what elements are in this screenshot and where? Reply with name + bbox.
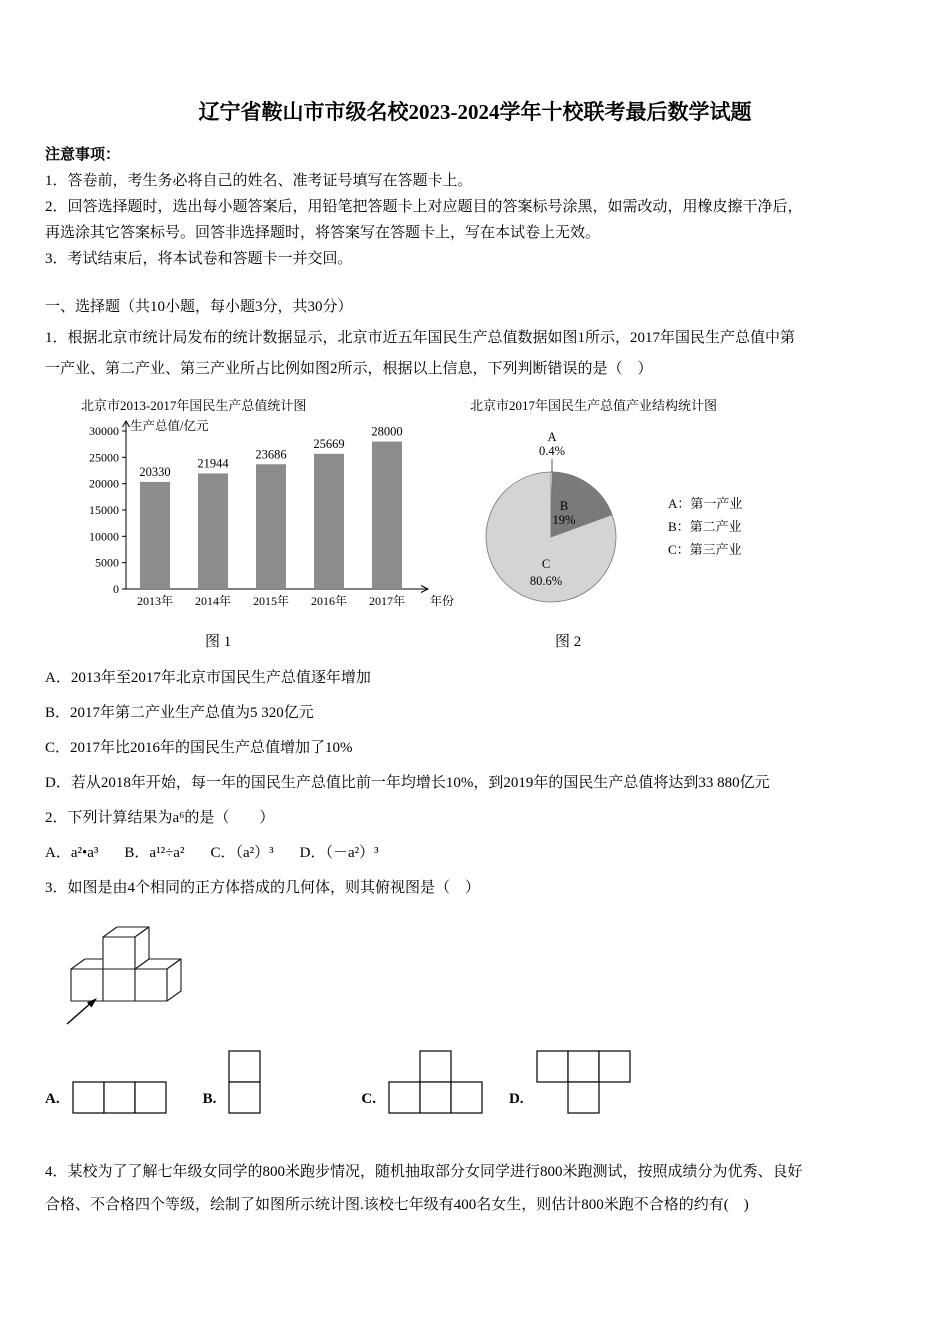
notice-line-1: 1．答卷前，考生务必将自己的姓名、准考证号填写在答题卡上。 [45, 173, 473, 189]
q2-stem: 2．下列计算结果为a⁶的是（ ） [45, 810, 275, 826]
svg-text:0.4%: 0.4% [538, 444, 566, 458]
q3-option-c [361, 1050, 483, 1114]
q3-option-d-label: D. [508, 1091, 524, 1107]
figure2-caption: 图 2 [555, 634, 582, 650]
q1-stem-line-1: 1．根据北京市统计局发布的统计数据显示，北京市近五年国民生产总值数据如图1所示，2017年国民生产总值中第 [45, 330, 796, 346]
svg-text:A: A [547, 430, 557, 444]
cube-assembly [71, 927, 181, 1001]
q3-option-b [203, 1050, 262, 1114]
svg-text:生产总值/亿元: 生产总值/亿元 [130, 419, 209, 433]
svg-text:21944: 21944 [197, 456, 229, 471]
cube-figure [63, 914, 223, 1032]
q1-option-d: D．若从2018年开始，每一年的国民生产总值比前一年均增长10%，到2019年的国民生产总值将达到33 880亿元 [45, 775, 770, 791]
view-direction-arrow [67, 998, 97, 1024]
q3-option-b-label: B. [202, 1091, 217, 1107]
svg-text:20000: 20000 [89, 476, 119, 491]
bar-chart-svg [71, 417, 461, 622]
q4-stem-line-1: 4．某校为了了解七年级女同学的800米跑步情况，随机抽取部分女同学进行800米跑测试，按照成绩分为优秀、良好 [45, 1164, 803, 1180]
q2-option-d: D．（－a²）³ [299, 845, 379, 861]
svg-text:2014年: 2014年 [194, 594, 232, 608]
notice-section [45, 142, 905, 272]
bar-chart-title: 北京市2013-2017年国民生产总值统计图 [81, 398, 307, 413]
q3-option-d-shape [536, 1050, 631, 1114]
q1-options [45, 661, 905, 801]
svg-text:年份: 年份 [430, 594, 455, 608]
figures-row [45, 397, 905, 627]
pie-chart-figure [466, 397, 742, 627]
notice-line-2: 2．回答选择题时，选出每小题答案后，用铅笔把答题卡上对应题目的答案标号涂黑，如需改动，用橡皮擦干净后， [45, 199, 803, 215]
legend-item-b: B：第二产业 [668, 519, 742, 534]
figure1-caption: 图 1 [205, 634, 232, 650]
svg-text:2016年: 2016年 [310, 594, 348, 608]
legend-item-a: A：第一产业 [668, 496, 743, 511]
pie-row [466, 417, 742, 617]
q3-option-a-label: A. [45, 1091, 60, 1107]
figure-captions [45, 631, 905, 653]
svg-text:B: B [559, 499, 569, 513]
bar-chart-figure [71, 397, 466, 627]
svg-text:0: 0 [113, 582, 119, 596]
pie-chart-title: 北京市2017年国民生产总值产业结构统计图 [470, 398, 718, 413]
svg-text:25669: 25669 [313, 436, 345, 451]
legend-item-c: C：第三产业 [668, 542, 742, 557]
svg-text:2017年: 2017年 [368, 594, 406, 608]
q3-option-a [45, 1081, 167, 1114]
svg-text:2015年: 2015年 [252, 594, 290, 608]
svg-text:C: C [541, 557, 551, 571]
svg-text:2013年: 2013年 [136, 594, 174, 608]
q2-option-a: A．a²•a³ [45, 845, 99, 861]
notice-line-2b: 再选涂其它答案标号。回答非选择题时，将答案写在答题卡上，写在本试卷上无效。 [45, 225, 601, 241]
svg-text:80.6%: 80.6% [529, 574, 563, 588]
q2-options [45, 836, 905, 871]
page-title: 辽宁省鞍山市市级名校2023-2024学年十校联考最后数学试题 [198, 100, 752, 124]
q1-option-c: C．2017年比2016年的国民生产总值增加了10% [45, 740, 353, 756]
svg-text:28000: 28000 [371, 424, 403, 439]
q4-stem-line-2: 合格、不合格四个等级，绘制了如图所示统计图.该校七年级有400名女生，则估计800米跑不合格的约有( ) [45, 1197, 749, 1213]
q3-option-d [509, 1050, 631, 1114]
q3-option-c-shape [388, 1050, 483, 1114]
notice-line-3: 3．考试结束后，将本试卷和答题卡一并交回。 [45, 251, 353, 267]
section-heading: 一、选择题（共10小题，每小题3分，共30分） [45, 299, 353, 315]
svg-text:30000: 30000 [89, 424, 119, 438]
svg-text:19%: 19% [552, 513, 576, 527]
q3-option-b-shape [228, 1050, 261, 1114]
pie-legend [668, 492, 742, 617]
svg-text:15000: 15000 [89, 503, 119, 517]
notice-heading: 注意事项： [45, 147, 121, 163]
svg-text:23686: 23686 [255, 447, 287, 462]
svg-text:20330: 20330 [139, 464, 171, 479]
svg-text:25000: 25000 [89, 450, 119, 465]
q3-stem: 3．如图是由4个相同的正方体搭成的几何体，则其俯视图是（ ） [45, 880, 481, 896]
q1-option-a: A．2013年至2017年北京市国民生产总值逐年增加 [45, 670, 371, 686]
q3-option-c-label: C. [361, 1091, 376, 1107]
q2-option-c: C．（a²）³ [210, 845, 274, 861]
q1-stem-line-2: 一产业、第二产业、第三产业所占比例如图2所示，根据以上信息，下列判断错误的是（ ） [45, 361, 653, 377]
q1-option-b: B．2017年第二产业生产总值为5 320亿元 [45, 705, 314, 721]
q3-options [45, 1050, 905, 1114]
pie-chart-svg [466, 417, 666, 617]
svg-text:5000: 5000 [95, 555, 119, 570]
q2-option-b: B．a¹²÷a² [124, 845, 185, 861]
q3-option-a-shape [72, 1081, 167, 1114]
svg-text:10000: 10000 [89, 529, 119, 544]
